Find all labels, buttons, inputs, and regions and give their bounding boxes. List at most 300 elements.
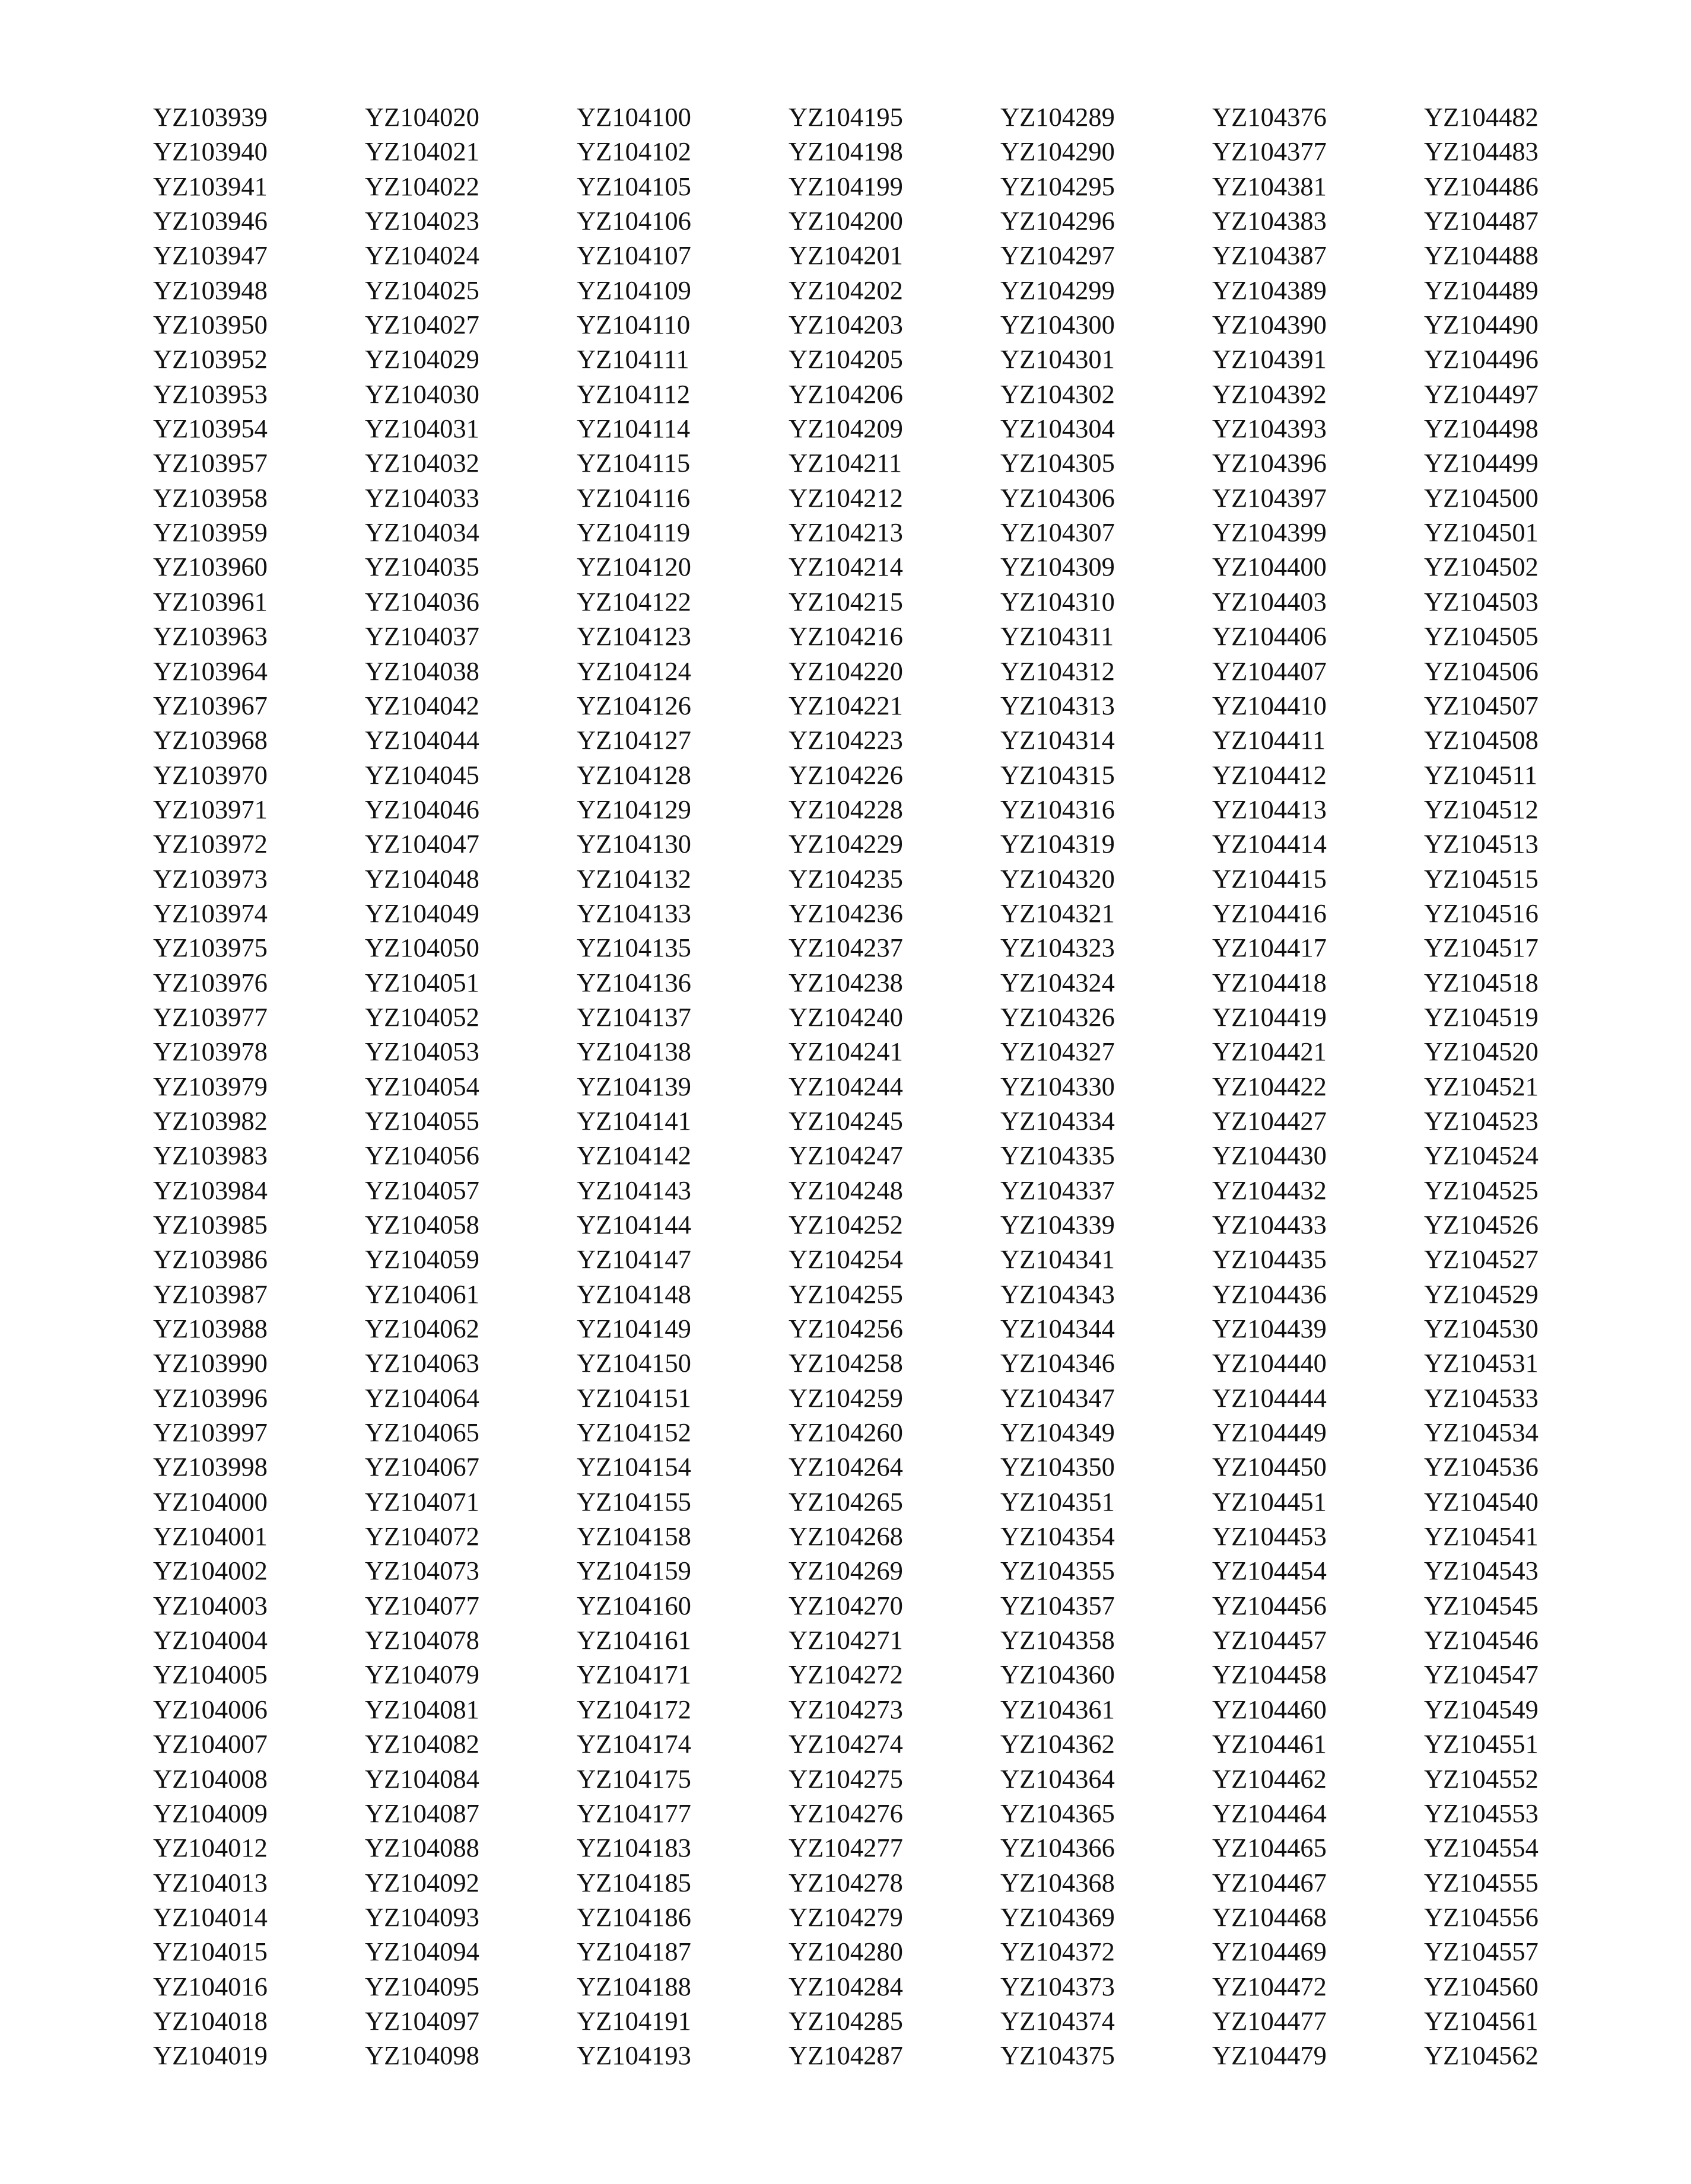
record-id: YZ104269 (789, 1556, 903, 1586)
record-id: YZ103979 (153, 1071, 268, 1101)
record-id: YZ104299 (1000, 275, 1115, 305)
record-id: YZ104334 (1000, 1105, 1115, 1136)
record-id: YZ104418 (1212, 967, 1327, 997)
record-id: YZ104228 (789, 794, 903, 824)
record-id: YZ104364 (1000, 1763, 1115, 1794)
record-id: YZ104383 (1212, 206, 1327, 236)
record-id: YZ104031 (365, 414, 479, 444)
record-id: YZ103975 (153, 933, 268, 963)
record-id: YZ104259 (789, 1382, 903, 1413)
record-id: YZ104427 (1212, 1105, 1327, 1136)
record-id: YZ104159 (577, 1556, 691, 1586)
record-id: YZ104027 (365, 310, 479, 340)
record-id: YZ104092 (365, 1867, 479, 1897)
record-id: YZ104335 (1000, 1140, 1115, 1171)
record-id: YZ104462 (1212, 1763, 1327, 1794)
record-id: YZ104377 (1212, 136, 1327, 167)
record-id: YZ104314 (1000, 725, 1115, 755)
record-id: YZ104127 (577, 725, 691, 755)
record-id: YZ104209 (789, 414, 903, 444)
record-id: YZ103946 (153, 206, 268, 236)
record-id: YZ104206 (789, 379, 903, 409)
record-id: YZ104277 (789, 1833, 903, 1863)
record-id: YZ104520 (1424, 1037, 1539, 1067)
record-id: YZ104123 (577, 621, 691, 651)
record-id: YZ104216 (789, 621, 903, 651)
record-id: YZ104376 (1212, 102, 1327, 132)
record-id: YZ103953 (153, 379, 268, 409)
record-id: YZ104487 (1424, 206, 1539, 236)
record-id: YZ104284 (789, 1971, 903, 2001)
record-id: YZ104390 (1212, 310, 1327, 340)
record-id: YZ104465 (1212, 1833, 1327, 1863)
record-id: YZ104201 (789, 240, 903, 271)
record-id: YZ103988 (153, 1314, 268, 1344)
record-id: YZ104307 (1000, 517, 1115, 548)
record-id: YZ104518 (1424, 967, 1539, 997)
record-id: YZ103960 (153, 552, 268, 582)
record-id: YZ104185 (577, 1867, 691, 1897)
record-id: YZ104347 (1000, 1382, 1115, 1413)
record-id: YZ103958 (153, 482, 268, 513)
record-id: YZ104392 (1212, 379, 1327, 409)
record-id: YZ104029 (365, 344, 479, 374)
record-id: YZ104177 (577, 1798, 691, 1828)
record-id: YZ104503 (1424, 586, 1539, 616)
record-id: YZ104057 (365, 1175, 479, 1205)
record-id: YZ104143 (577, 1175, 691, 1205)
record-id: YZ104549 (1424, 1694, 1539, 1724)
record-id: YZ104054 (365, 1071, 479, 1101)
record-id: YZ103950 (153, 310, 268, 340)
record-id: YZ104256 (789, 1314, 903, 1344)
record-id: YZ104018 (153, 2005, 268, 2036)
record-id: YZ104245 (789, 1105, 903, 1136)
record-id: YZ103954 (153, 414, 268, 444)
record-id: YZ104053 (365, 1037, 479, 1067)
record-id: YZ104536 (1424, 1452, 1539, 1482)
record-id: YZ104015 (153, 1937, 268, 1967)
record-id: YZ103964 (153, 656, 268, 686)
record-id: YZ104237 (789, 933, 903, 963)
record-id: YZ104003 (153, 1590, 268, 1620)
record-id: YZ103941 (153, 171, 268, 201)
record-id: YZ104506 (1424, 656, 1539, 686)
record-id: YZ104172 (577, 1694, 691, 1724)
record-id: YZ104403 (1212, 586, 1327, 616)
record-id: YZ104500 (1424, 482, 1539, 513)
record-id: YZ104187 (577, 1937, 691, 1967)
record-id: YZ104411 (1212, 725, 1326, 755)
record-id: YZ104546 (1424, 1625, 1539, 1655)
record-id: YZ104533 (1424, 1382, 1539, 1413)
record-id: YZ104432 (1212, 1175, 1327, 1205)
id-column-2 (365, 100, 577, 2073)
record-id: YZ104439 (1212, 1314, 1327, 1344)
record-id: YZ104124 (577, 656, 691, 686)
record-id: YZ104557 (1424, 1937, 1539, 1967)
record-id: YZ104421 (1212, 1037, 1327, 1067)
record-id: YZ104489 (1424, 275, 1539, 305)
record-id: YZ104037 (365, 621, 479, 651)
id-column-3 (577, 100, 789, 2073)
record-id: YZ104435 (1212, 1244, 1327, 1274)
record-id: YZ103952 (153, 344, 268, 374)
record-id: YZ103948 (153, 275, 268, 305)
record-id: YZ104414 (1212, 829, 1327, 859)
record-id: YZ104372 (1000, 1937, 1115, 1967)
record-id: YZ104433 (1212, 1210, 1327, 1239)
record-id: YZ104357 (1000, 1590, 1115, 1620)
record-id: YZ104171 (577, 1660, 691, 1690)
record-id: YZ104138 (577, 1037, 691, 1067)
record-id: YZ104507 (1424, 690, 1539, 720)
record-id: YZ104270 (789, 1590, 903, 1620)
record-id: YZ104155 (577, 1486, 691, 1517)
record-id: YZ104115 (577, 448, 691, 478)
record-id: YZ104020 (365, 102, 479, 132)
record-id: YZ104002 (153, 1556, 268, 1586)
record-id: YZ104079 (365, 1660, 479, 1690)
record-id: YZ104554 (1424, 1833, 1539, 1863)
record-id: YZ104556 (1424, 1902, 1539, 1932)
record-id: YZ104223 (789, 725, 903, 755)
record-id: YZ104271 (789, 1625, 903, 1655)
record-id: YZ104324 (1000, 967, 1115, 997)
record-id: YZ104038 (365, 656, 479, 686)
record-id: YZ103973 (153, 863, 268, 894)
record-id: YZ104290 (1000, 136, 1115, 167)
record-id: YZ103957 (153, 448, 268, 478)
record-id: YZ104105 (577, 171, 691, 201)
record-id: YZ104046 (365, 794, 479, 824)
record-id: YZ104534 (1424, 1417, 1539, 1448)
record-id: YZ104521 (1424, 1071, 1539, 1101)
record-id: YZ104273 (789, 1694, 903, 1724)
record-id: YZ104285 (789, 2005, 903, 2036)
record-id: YZ104202 (789, 275, 903, 305)
record-id: YZ104516 (1424, 898, 1539, 928)
record-id: YZ104114 (577, 414, 691, 444)
record-id: YZ104006 (153, 1694, 268, 1724)
record-id: YZ104457 (1212, 1625, 1327, 1655)
record-id: YZ104316 (1000, 794, 1115, 824)
record-id: YZ104368 (1000, 1867, 1115, 1897)
record-id: YZ104346 (1000, 1348, 1115, 1378)
record-id: YZ104213 (789, 517, 903, 548)
record-id: YZ104354 (1000, 1521, 1115, 1552)
record-id: YZ104358 (1000, 1625, 1115, 1655)
record-id: YZ104033 (365, 482, 479, 513)
record-id: YZ104087 (365, 1798, 479, 1828)
record-id: YZ104440 (1212, 1348, 1327, 1378)
id-column-6 (1212, 100, 1424, 2073)
record-id: YZ104323 (1000, 933, 1115, 963)
record-id: YZ104519 (1424, 1002, 1539, 1032)
record-id: YZ104055 (365, 1105, 479, 1136)
record-id: YZ104545 (1424, 1590, 1539, 1620)
record-id: YZ104047 (365, 829, 479, 859)
record-id: YZ103970 (153, 759, 268, 790)
record-id: YZ104499 (1424, 448, 1539, 478)
record-id: YZ104393 (1212, 414, 1327, 444)
record-id: YZ103947 (153, 240, 268, 271)
record-id: YZ104381 (1212, 171, 1327, 201)
record-id: YZ104235 (789, 863, 903, 894)
record-id: YZ103983 (153, 1140, 268, 1171)
record-id: YZ104004 (153, 1625, 268, 1655)
record-id: YZ104272 (789, 1660, 903, 1690)
record-id: YZ104265 (789, 1486, 903, 1517)
record-id: YZ104048 (365, 863, 479, 894)
record-id: YZ104289 (1000, 102, 1115, 132)
record-id: YZ103982 (153, 1105, 268, 1136)
record-id: YZ104005 (153, 1660, 268, 1690)
record-id: YZ103986 (153, 1244, 268, 1274)
record-id: YZ104517 (1424, 933, 1539, 963)
record-id: YZ104366 (1000, 1833, 1115, 1863)
record-id: YZ104525 (1424, 1175, 1539, 1205)
record-id: YZ104297 (1000, 240, 1115, 271)
record-id: YZ104430 (1212, 1140, 1327, 1171)
record-id: YZ104071 (365, 1486, 479, 1517)
record-id: YZ104148 (577, 1279, 691, 1309)
record-id: YZ104007 (153, 1729, 268, 1759)
record-id: YZ104214 (789, 552, 903, 582)
record-id: YZ104560 (1424, 1971, 1539, 2001)
record-id: YZ104110 (577, 310, 691, 340)
record-id: YZ104133 (577, 898, 691, 928)
record-id: YZ104183 (577, 1833, 691, 1863)
record-id: YZ104032 (365, 448, 479, 478)
record-id: YZ104312 (1000, 656, 1115, 686)
record-id: YZ104502 (1424, 552, 1539, 582)
record-id: YZ104362 (1000, 1729, 1115, 1759)
record-id: YZ103940 (153, 136, 268, 167)
record-id: YZ104454 (1212, 1556, 1327, 1586)
record-id: YZ104327 (1000, 1037, 1115, 1067)
record-id: YZ104508 (1424, 725, 1539, 755)
record-id: YZ104301 (1000, 344, 1115, 374)
record-id: YZ104305 (1000, 448, 1115, 478)
record-id: YZ104280 (789, 1937, 903, 1967)
record-id: YZ104330 (1000, 1071, 1115, 1101)
record-id: YZ103968 (153, 725, 268, 755)
record-id: YZ104304 (1000, 414, 1115, 444)
record-id: YZ104065 (365, 1417, 479, 1448)
record-id: YZ104098 (365, 2040, 479, 2071)
record-id: YZ104142 (577, 1140, 691, 1171)
record-id: YZ104302 (1000, 379, 1115, 409)
record-id: YZ104212 (789, 482, 903, 513)
record-id: YZ104530 (1424, 1314, 1539, 1344)
record-id: YZ104008 (153, 1763, 268, 1794)
record-id: YZ104175 (577, 1763, 691, 1794)
record-id: YZ104406 (1212, 621, 1327, 651)
record-id: YZ104137 (577, 1002, 691, 1032)
record-id: YZ104073 (365, 1556, 479, 1586)
record-id: YZ104274 (789, 1729, 903, 1759)
record-id: YZ104132 (577, 863, 691, 894)
record-id: YZ104088 (365, 1833, 479, 1863)
record-id: YZ104205 (789, 344, 903, 374)
record-id: YZ104278 (789, 1867, 903, 1897)
record-id: YZ104220 (789, 656, 903, 686)
record-id: YZ104407 (1212, 656, 1327, 686)
record-id: YZ103996 (153, 1382, 268, 1413)
record-id: YZ104174 (577, 1729, 691, 1759)
record-id: YZ104126 (577, 690, 691, 720)
record-id: YZ104543 (1424, 1556, 1539, 1586)
record-id: YZ104016 (153, 1971, 268, 2001)
record-id: YZ104374 (1000, 2005, 1115, 2036)
record-id: YZ104119 (577, 517, 691, 548)
record-id: YZ104000 (153, 1486, 268, 1517)
record-id: YZ104112 (577, 379, 691, 409)
record-id: YZ104144 (577, 1210, 691, 1239)
record-id: YZ103974 (153, 898, 268, 928)
record-id: YZ104240 (789, 1002, 903, 1032)
record-id: YZ104320 (1000, 863, 1115, 894)
record-id: YZ104049 (365, 898, 479, 928)
record-id: YZ104130 (577, 829, 691, 859)
record-id: YZ104469 (1212, 1937, 1327, 1967)
record-id: YZ104193 (577, 2040, 691, 2071)
record-id: YZ104215 (789, 586, 903, 616)
record-id: YZ103990 (153, 1348, 268, 1378)
id-column-5 (1000, 100, 1212, 2073)
record-id: YZ104513 (1424, 829, 1539, 859)
record-id: YZ104276 (789, 1798, 903, 1828)
record-id: YZ104100 (577, 102, 691, 132)
record-id: YZ104436 (1212, 1279, 1327, 1309)
record-id: YZ104365 (1000, 1798, 1115, 1828)
record-id: YZ104072 (365, 1521, 479, 1552)
record-id: YZ103961 (153, 586, 268, 616)
record-id: YZ104128 (577, 759, 691, 790)
record-id: YZ104255 (789, 1279, 903, 1309)
record-id: YZ104084 (365, 1763, 479, 1794)
record-id: YZ103998 (153, 1452, 268, 1482)
record-id: YZ104387 (1212, 240, 1327, 271)
record-id: YZ104149 (577, 1314, 691, 1344)
record-id: YZ104300 (1000, 310, 1115, 340)
record-id: YZ104295 (1000, 171, 1115, 201)
record-id: YZ104141 (577, 1105, 691, 1136)
record-id: YZ104097 (365, 2005, 479, 2036)
record-id: YZ104254 (789, 1244, 903, 1274)
record-id: YZ104321 (1000, 898, 1115, 928)
record-id: YZ104315 (1000, 759, 1115, 790)
record-id: YZ104483 (1424, 136, 1539, 167)
record-id: YZ104449 (1212, 1417, 1327, 1448)
record-id: YZ104186 (577, 1902, 691, 1932)
record-id: YZ104095 (365, 1971, 479, 2001)
record-id: YZ104111 (577, 344, 689, 374)
record-id: YZ104482 (1424, 102, 1539, 132)
record-id: YZ104012 (153, 1833, 268, 1863)
record-id: YZ104527 (1424, 1244, 1539, 1274)
record-id: YZ104025 (365, 275, 479, 305)
record-id: YZ104397 (1212, 482, 1327, 513)
record-id: YZ104396 (1212, 448, 1327, 478)
record-id: YZ104150 (577, 1348, 691, 1378)
record-id: YZ103984 (153, 1175, 268, 1205)
record-id: YZ104451 (1212, 1486, 1327, 1517)
record-id: YZ103985 (153, 1210, 268, 1239)
record-id: YZ103987 (153, 1279, 268, 1309)
record-id: YZ104188 (577, 1971, 691, 2001)
record-id: YZ104531 (1424, 1348, 1539, 1378)
record-id: YZ104369 (1000, 1902, 1115, 1932)
record-id: YZ104529 (1424, 1279, 1539, 1309)
record-id: YZ104093 (365, 1902, 479, 1932)
record-id: YZ104226 (789, 759, 903, 790)
record-id: YZ103977 (153, 1002, 268, 1032)
record-id: YZ104001 (153, 1521, 268, 1552)
record-id: YZ104526 (1424, 1210, 1539, 1239)
record-id: YZ104200 (789, 206, 903, 236)
record-id: YZ104511 (1424, 759, 1538, 790)
record-id: YZ104238 (789, 967, 903, 997)
record-id: YZ104067 (365, 1452, 479, 1482)
record-id: YZ104151 (577, 1382, 691, 1413)
record-id: YZ104458 (1212, 1660, 1327, 1690)
record-id: YZ104021 (365, 136, 479, 167)
record-id: YZ104109 (577, 275, 691, 305)
record-id: YZ104512 (1424, 794, 1539, 824)
record-id: YZ104061 (365, 1279, 479, 1309)
record-id: YZ104306 (1000, 482, 1115, 513)
record-id: YZ104064 (365, 1382, 479, 1413)
record-id: YZ104154 (577, 1452, 691, 1482)
record-id: YZ104413 (1212, 794, 1327, 824)
record-id: YZ104260 (789, 1417, 903, 1448)
record-id: YZ104319 (1000, 829, 1115, 859)
record-id: YZ104417 (1212, 933, 1327, 963)
record-id: YZ104389 (1212, 275, 1327, 305)
record-id: YZ104030 (365, 379, 479, 409)
record-id: YZ104355 (1000, 1556, 1115, 1586)
record-id: YZ104136 (577, 967, 691, 997)
record-id: YZ104050 (365, 933, 479, 963)
record-id: YZ104444 (1212, 1382, 1327, 1413)
record-id: YZ104199 (789, 171, 903, 201)
record-id: YZ104351 (1000, 1486, 1115, 1517)
record-id: YZ104515 (1424, 863, 1539, 894)
record-id: YZ104077 (365, 1590, 479, 1620)
record-id: YZ104373 (1000, 1971, 1115, 2001)
id-column-4 (789, 100, 1000, 2073)
record-id: YZ104161 (577, 1625, 691, 1655)
record-id: YZ104467 (1212, 1867, 1327, 1897)
record-id: YZ104553 (1424, 1798, 1539, 1828)
record-id: YZ103976 (153, 967, 268, 997)
record-id: YZ104479 (1212, 2040, 1327, 2071)
record-id: YZ104309 (1000, 552, 1115, 582)
id-column-1 (153, 100, 365, 2073)
record-id: YZ104135 (577, 933, 691, 963)
record-id: YZ104252 (789, 1210, 903, 1239)
record-id: YZ104350 (1000, 1452, 1115, 1482)
record-id: YZ104248 (789, 1175, 903, 1205)
record-id: YZ104081 (365, 1694, 479, 1724)
record-id: YZ104497 (1424, 379, 1539, 409)
record-id: YZ104349 (1000, 1417, 1115, 1448)
record-id: YZ104561 (1424, 2005, 1539, 2036)
record-id: YZ104034 (365, 517, 479, 548)
record-id: YZ104019 (153, 2040, 268, 2071)
